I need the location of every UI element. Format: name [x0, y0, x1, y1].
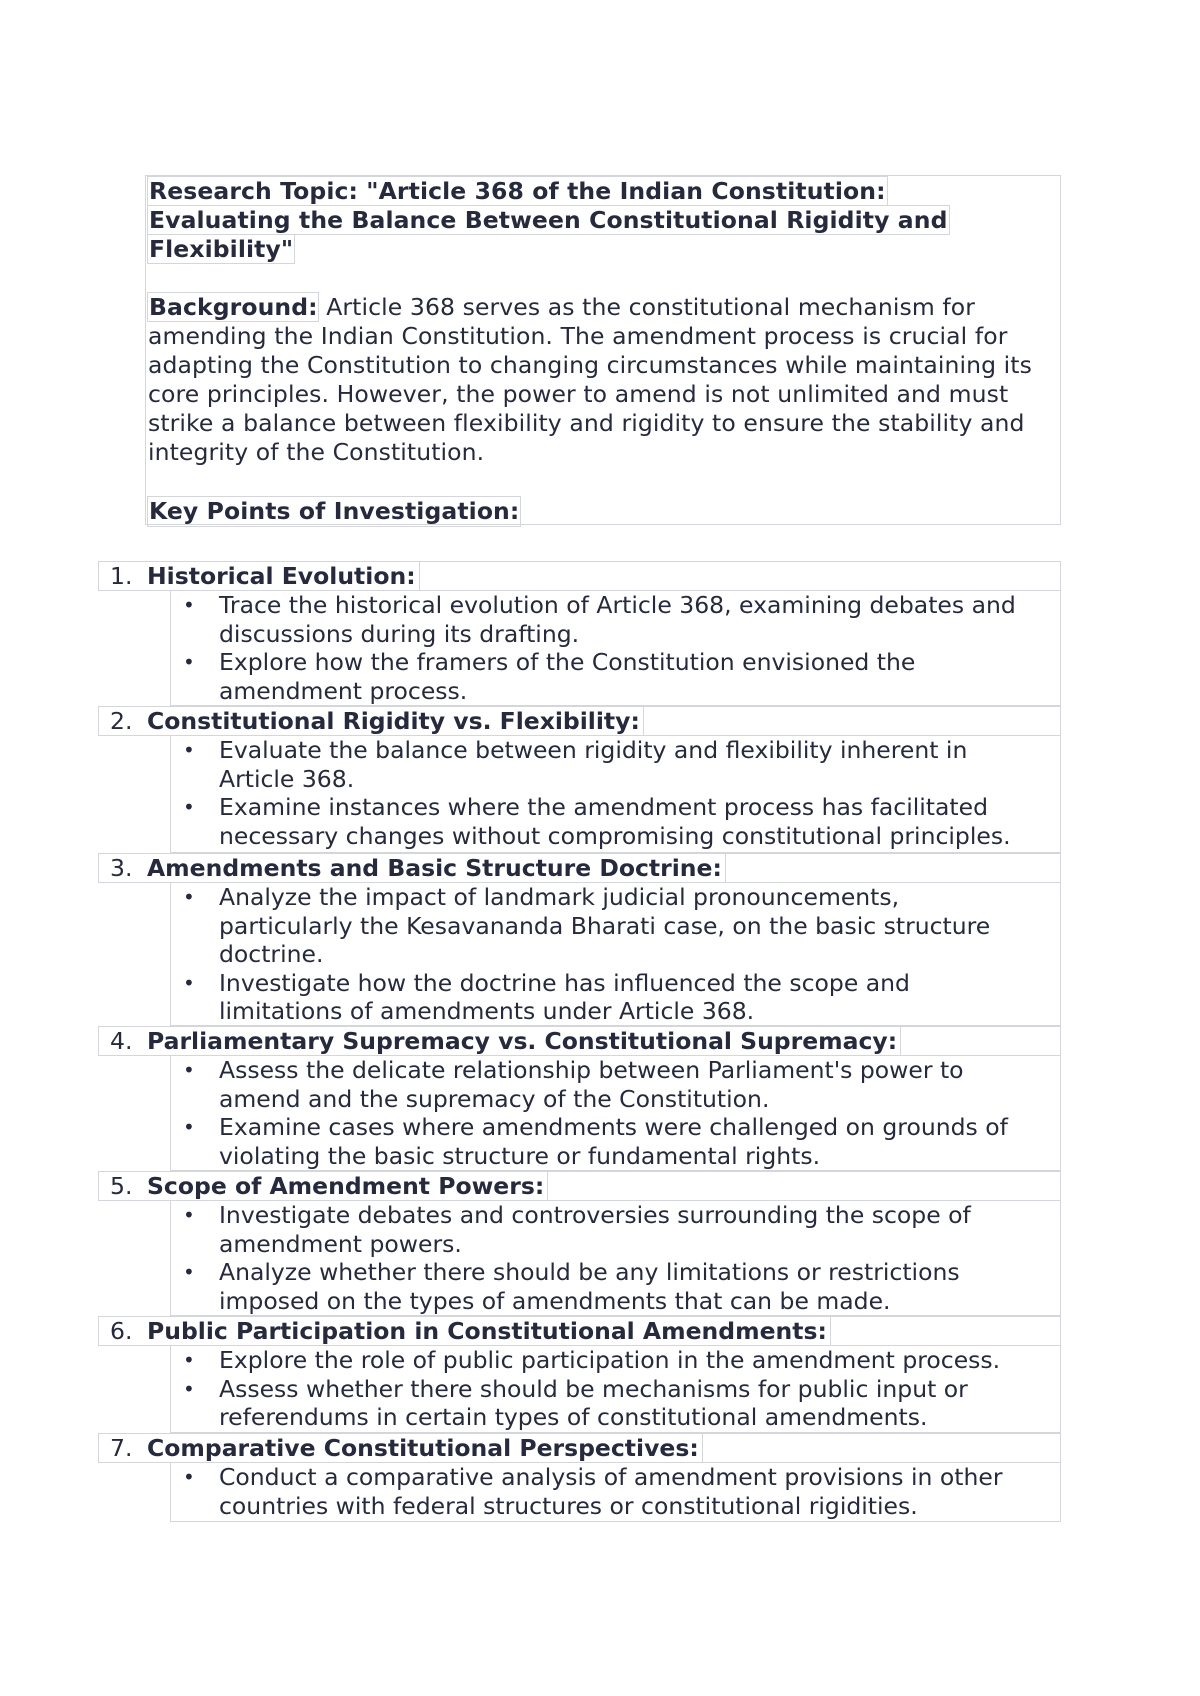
background-label: Background: [149, 293, 318, 321]
sub-point-list [170, 1345, 1061, 1433]
sub-point [171, 1258, 1060, 1315]
list-item-heading [98, 561, 1061, 591]
bullet-icon: • [183, 1203, 195, 1227]
list-item-number: 6. [110, 1317, 133, 1345]
sub-point-text: necessary changes without compromising constitutional principles. [219, 821, 1011, 850]
list-item-number: 1. [110, 562, 133, 590]
sub-point-list [170, 1462, 1061, 1522]
sub-point-text: countries with federal structures or constitutional rigidities. [219, 1491, 918, 1520]
sub-point [171, 591, 1060, 648]
sub-point [171, 1113, 1060, 1170]
sub-point-text: Analyze whether there should be any limitations or restrictions [219, 1258, 960, 1286]
spacer [148, 467, 1060, 496]
sub-point-text: amendment process. [219, 676, 468, 705]
sub-point [171, 1375, 1060, 1432]
sub-point-text: Explore the role of public participation in the amendment process. [219, 1346, 1001, 1374]
background-line: amending the Indian Constitution. The amendment process is crucial for [148, 322, 1008, 350]
sub-point [171, 1463, 1060, 1520]
background-line: adapting the Constitution to changing circumstances while maintaining its [148, 351, 1032, 379]
intro-section [148, 177, 1060, 527]
sub-point [171, 736, 1060, 793]
sub-point-text: Conduct a comparative analysis of amendment provisions in other [219, 1463, 1003, 1491]
list-item-heading [98, 706, 1061, 736]
bullet-icon: • [183, 650, 195, 674]
research-topic-line: Evaluating the Balance Between Constitutional Rigidity and [149, 206, 948, 234]
sub-point-text: Evaluate the balance between rigidity and flexibility inherent in [219, 736, 968, 764]
sub-point [171, 969, 1060, 1026]
sub-point-list [170, 1200, 1061, 1316]
sub-point [171, 883, 1060, 969]
sub-point [171, 1056, 1060, 1113]
list-item-heading [98, 1433, 1061, 1463]
sub-point-list [170, 590, 1061, 706]
sub-point [171, 1201, 1060, 1258]
background-line: core principles. However, the power to amend is not unlimited and must [148, 380, 1009, 408]
list-item-number: 4. [110, 1027, 133, 1055]
sub-point-list [170, 735, 1061, 853]
bullet-icon: • [183, 1465, 195, 1489]
sub-point [171, 1346, 1060, 1375]
sub-point-text: doctrine. [219, 940, 324, 968]
sub-point-text: Explore how the framers of the Constitution envisioned the [219, 648, 916, 676]
key-points-heading: Key Points of Investigation: [149, 497, 520, 525]
list-item-heading [98, 1316, 1061, 1346]
bullet-icon: • [183, 885, 195, 909]
bullet-icon: • [183, 795, 195, 819]
sub-point [171, 648, 1060, 705]
list-item-title: Parliamentary Supremacy vs. Constitutional Supremacy: [147, 1027, 901, 1055]
sub-point-text: Investigate how the doctrine has influenced the scope and [219, 968, 910, 997]
sub-point-list [170, 1055, 1061, 1171]
list-item-heading [98, 1171, 1061, 1201]
list-item-number: 7. [110, 1434, 133, 1462]
list-item-title: Public Participation in Constitutional Amendments: [147, 1317, 831, 1345]
bullet-icon: • [183, 1376, 195, 1401]
sub-point-text: amendment powers. [219, 1229, 462, 1258]
bullet-icon: • [183, 738, 195, 762]
sub-point-text: discussions during its drafting. [219, 619, 580, 648]
list-item-number: 2. [110, 707, 133, 735]
sub-point-list [170, 882, 1061, 1026]
list-item-title: Historical Evolution: [147, 562, 420, 590]
sub-point-text: imposed on the types of amendments that can be made. [219, 1286, 891, 1315]
bullet-icon: • [183, 970, 195, 995]
sub-point-text: violating the basic structure or fundamental rights. [219, 1141, 821, 1170]
sub-point-text: amend and the supremacy of the Constitution. [219, 1084, 770, 1113]
sub-point-text: Trace the historical evolution of Article 368, examining debates and [219, 591, 1016, 619]
sub-point-text: particularly the Kesavananda Bharati case, on the basic structure [219, 911, 991, 940]
list-item-number: 5. [110, 1172, 133, 1200]
background-line: integrity of the Constitution. [148, 438, 485, 466]
spacer [148, 264, 1060, 293]
sub-point-text: Examine cases where amendments were challenged on grounds of [219, 1113, 1008, 1141]
bullet-icon: • [183, 593, 195, 617]
sub-point-text: limitations of amendments under Article 368. [219, 997, 755, 1025]
sub-point-text: Investigate debates and controversies surrounding the scope of [219, 1201, 971, 1229]
sub-point-text: referendums in certain types of constitutional amendments. [219, 1403, 928, 1431]
list-item-heading [98, 853, 1061, 883]
sub-point-text: Article 368. [219, 764, 355, 793]
list-item-title: Amendments and Basic Structure Doctrine: [147, 854, 726, 882]
sub-point-text: Examine instances where the amendment process has facilitated [219, 793, 989, 821]
research-topic-line: Research Topic: "Article 368 of the Indian Constitution: [149, 177, 886, 205]
bullet-icon: • [183, 1058, 195, 1082]
bullet-icon: • [183, 1115, 195, 1139]
background-line: Background: Article 368 serves as the constitutional mechanism for [149, 293, 976, 321]
background-line: strike a balance between flexibility and rigidity to ensure the stability and [148, 409, 1025, 437]
list-item-title: Comparative Constitutional Perspectives: [147, 1434, 703, 1462]
list-item-title: Constitutional Rigidity vs. Flexibility: [147, 707, 644, 735]
sub-point-text: Analyze the impact of landmark judicial pronouncements, [219, 883, 900, 911]
list-item-heading [98, 1026, 1061, 1056]
sub-point-text: Assess the delicate relationship between Parliament's power to [219, 1056, 964, 1084]
list-item-number: 3. [110, 854, 133, 882]
bullet-icon: • [183, 1260, 195, 1284]
list-item-title: Scope of Amendment Powers: [147, 1172, 548, 1200]
bullet-icon: • [183, 1348, 195, 1372]
sub-point-text: Assess whether there should be mechanisms for public input or [219, 1374, 968, 1403]
sub-point [171, 793, 1060, 850]
research-topic-line: Flexibility" [149, 235, 294, 263]
